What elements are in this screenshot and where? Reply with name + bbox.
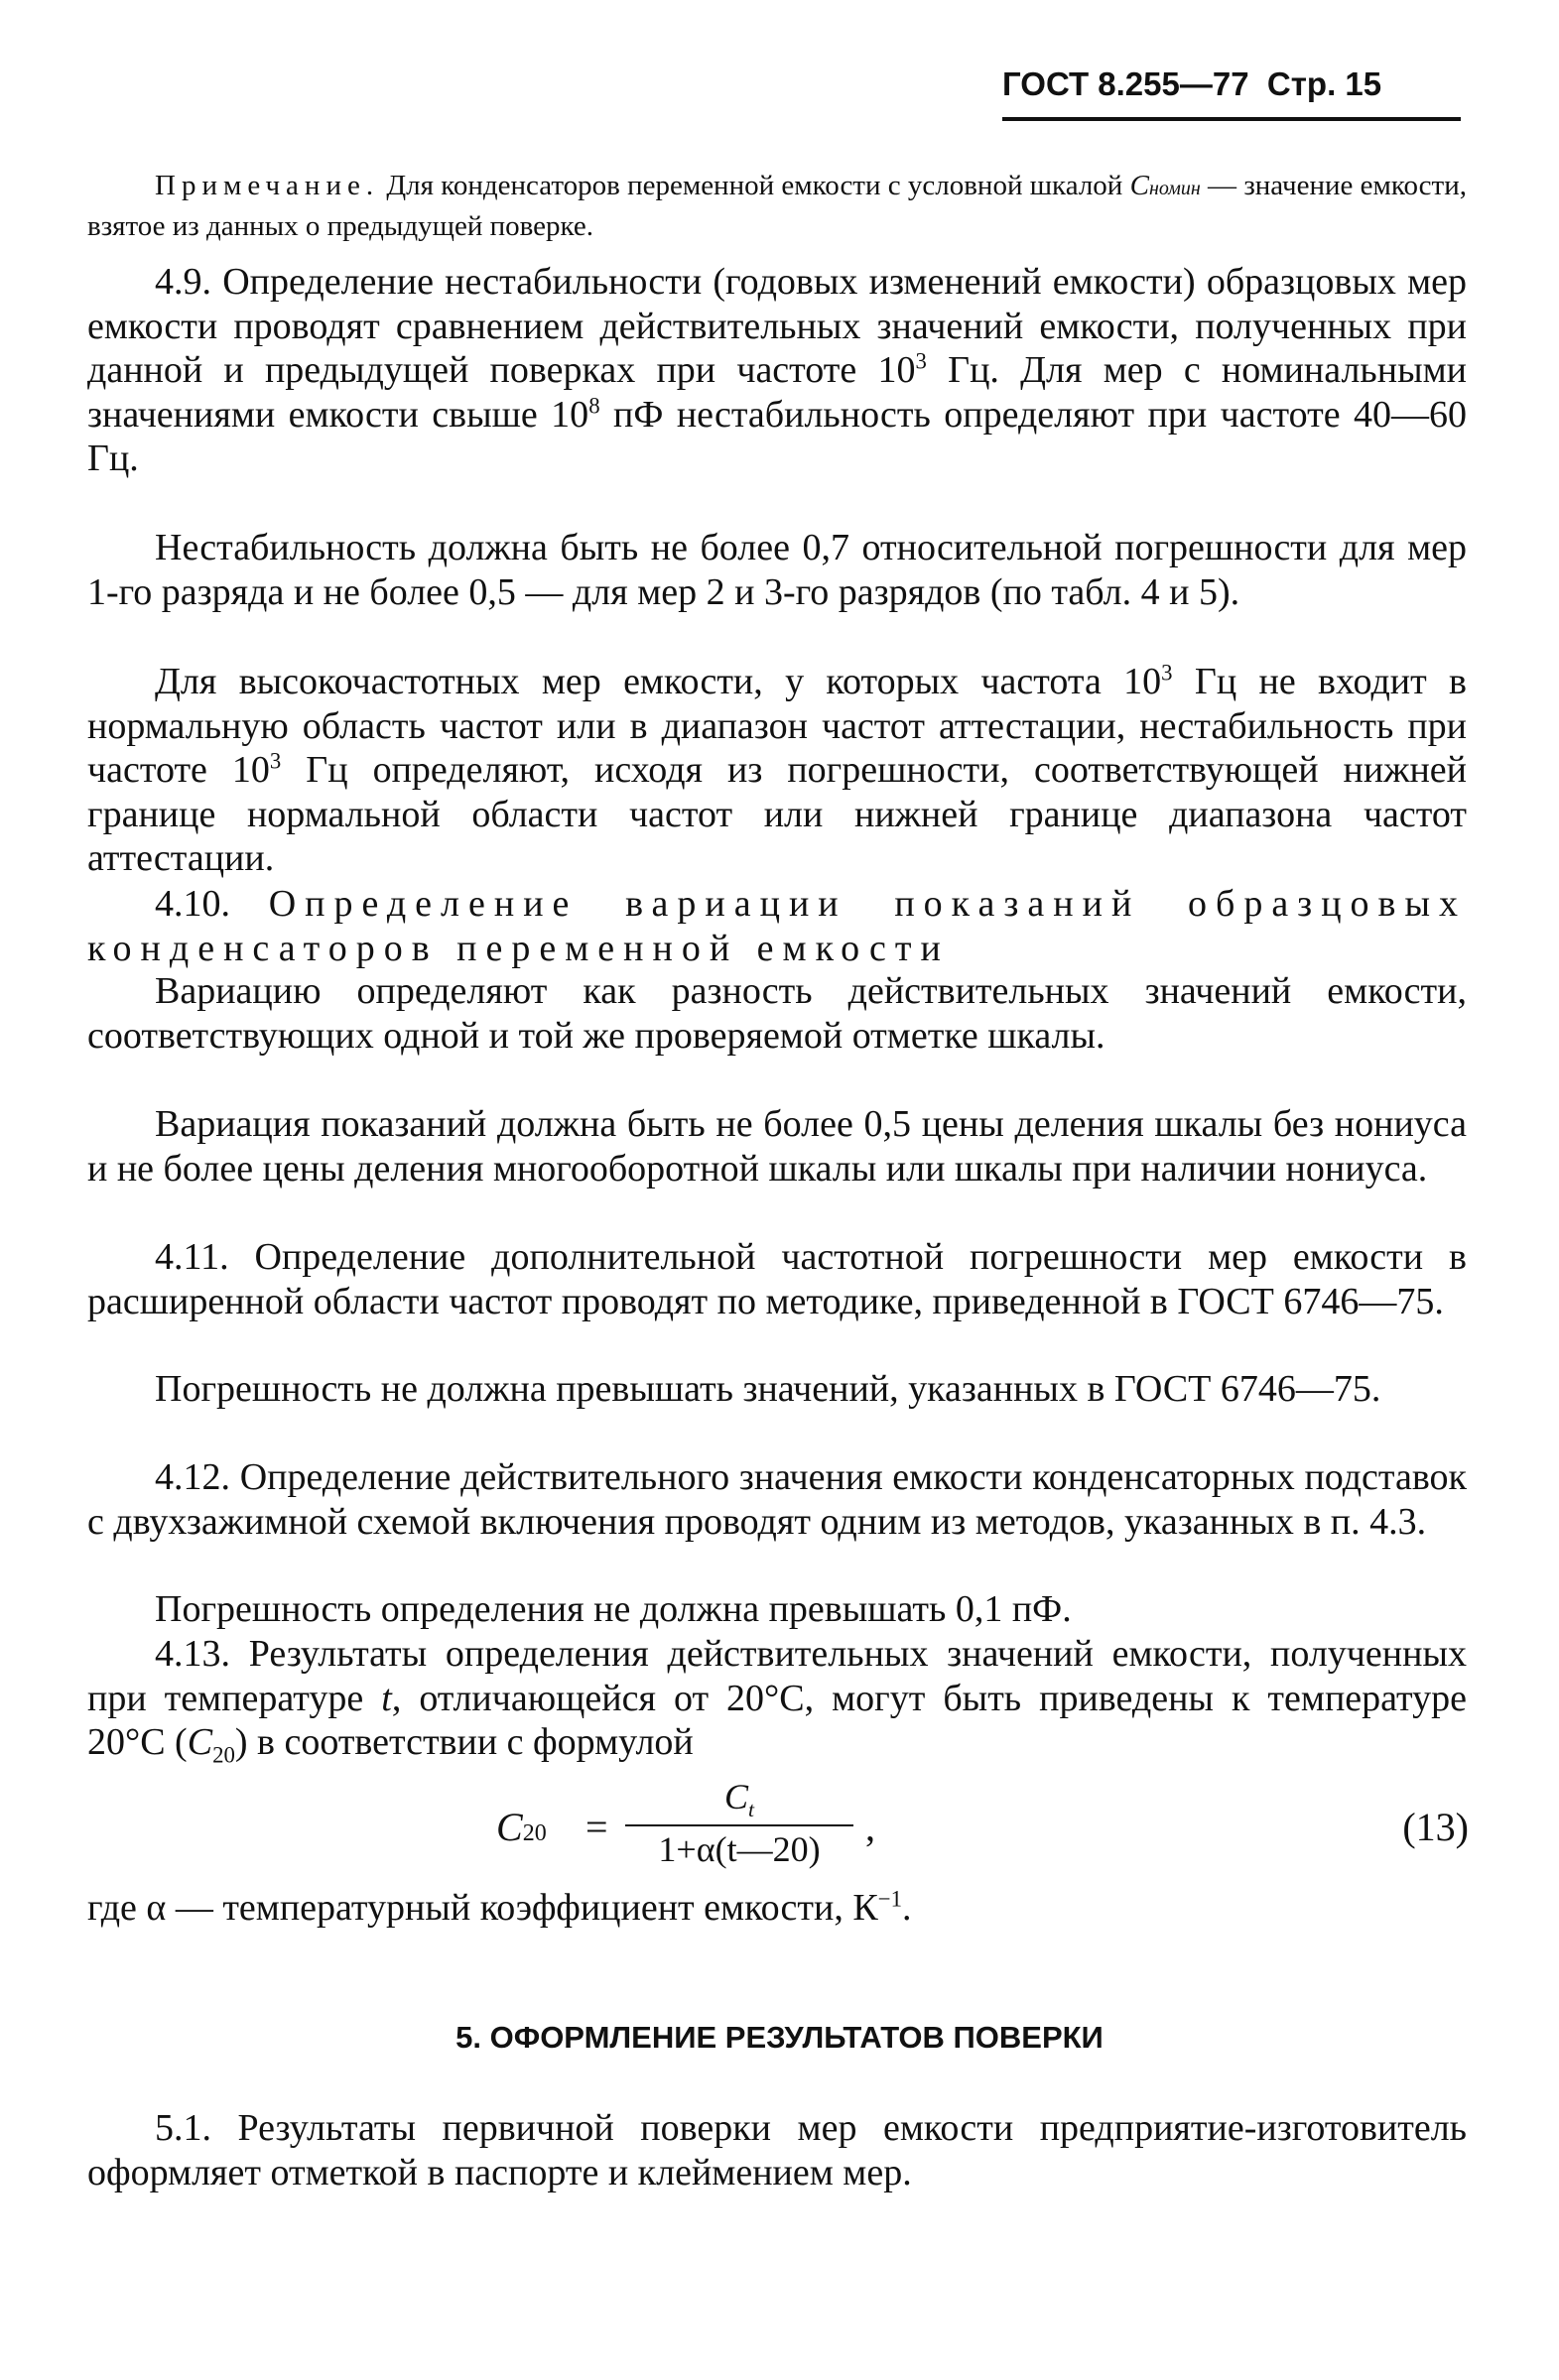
paragraph-4-11: 4.11. Определение дополнительной частотной погрешности мер емкости в расширенной области частот проводят по методике, приведенной в ГОСТ 6746—75. bbox=[87, 1236, 1467, 1322]
paragraph-4-12-limit: Погрешность определения не должна превышать 0,1 пФ. bbox=[155, 1588, 1072, 1630]
formula-fraction: $C_t$ 1+α(t—20) bbox=[625, 1776, 853, 1870]
section-5-heading: 5. ОФОРМЛЕНИЕ РЕЗУЛЬТАТОВ ПОВЕРКИ bbox=[455, 2020, 1104, 2055]
paragraph-4-10-heading: 4.10. Определение вариации показаний образцовых конденсаторов переменной емкости bbox=[87, 883, 1467, 969]
page-header bbox=[1002, 65, 1471, 121]
paragraph-4-10-limit: Вариация показаний должна быть не более 0,5 цены деления шкалы без нониуса и не более цены деления многооборотной шкалы или шкалы при наличии нониуса. bbox=[87, 1103, 1467, 1190]
standard-code: ГОСТ 8.255—77 bbox=[1002, 65, 1249, 102]
paragraph-4-9: 4.9. Определение нестабильности (годовых изменений емкости) образцовых мер емкости проводят сравнением действительных значений емкости, полученных при данной и предыдущей поверках при частоте $10^3$ Гц. Для мер с номинальными значениями емкости свыше $10^8$ пФ нестабильность определяют при частоте 40—60 Гц. bbox=[87, 261, 1467, 479]
paragraph-5-1: 5.1. Результаты первичной поверки мер емкости предприятие-изготовитель оформляет отметкой в паспорте и клеймением мер. bbox=[87, 2107, 1467, 2193]
paragraph-4-10-definition: Вариацию определяют как разность действительных значений емкости, соответствующих одной и той же проверяемой отметке шкалы. bbox=[87, 970, 1467, 1057]
formula-13: C20 = $C_t$ 1+α(t—20) , (13) bbox=[496, 1777, 1469, 1870]
header-rule bbox=[1002, 117, 1461, 121]
paragraph-4-9-hf: Для высокочастотных мер емкости, у которых частота $10^3$ Гц не входит в нормальную область частот или в диапазон частот аттестации, нестабильность при частоте $10^3$ Гц определяют, исходя из погрешности, соответствующей нижней границе нормальной области частот или нижней границе диапазона частот аттестации. bbox=[87, 660, 1467, 879]
formula-number: (13) bbox=[1402, 1805, 1469, 1849]
page-number: Стр. 15 bbox=[1266, 65, 1382, 102]
paragraph-4-11-limit: Погрешность не должна превышать значений, указанных в ГОСТ 6746—75. bbox=[155, 1368, 1381, 1410]
paragraph-4-13: 4.13. Результаты определения действительных значений емкости, полученных при температуре t, отличающейся от 20°С, могут быть приведены к температуре 20°С $(C_{20})$ в соответствии с формулой bbox=[87, 1633, 1467, 1768]
formula-where: где α — температурный коэффициент емкости, $К^{-1}$. bbox=[87, 1886, 912, 1929]
formula-lhs: C20 bbox=[496, 1805, 547, 1849]
paragraph-4-12: 4.12. Определение действительного значения емкости конденсаторных подставок с двухзажимной схемой включения проводят одним из методов, указанных в п. 4.3. bbox=[87, 1456, 1467, 1543]
note-paragraph: Примечание. Для конденсаторов переменной емкости с условной шкалой Cномин — значение емкости, взятое из данных о предыдущей поверке. bbox=[87, 170, 1468, 242]
paragraph-4-9-limit: Нестабильность должна быть не более 0,7 относительной погрешности для мер 1-го разряда и не более 0,5 — для мер 2 и 3-го разрядов (по табл. 4 и 5). bbox=[87, 527, 1467, 613]
